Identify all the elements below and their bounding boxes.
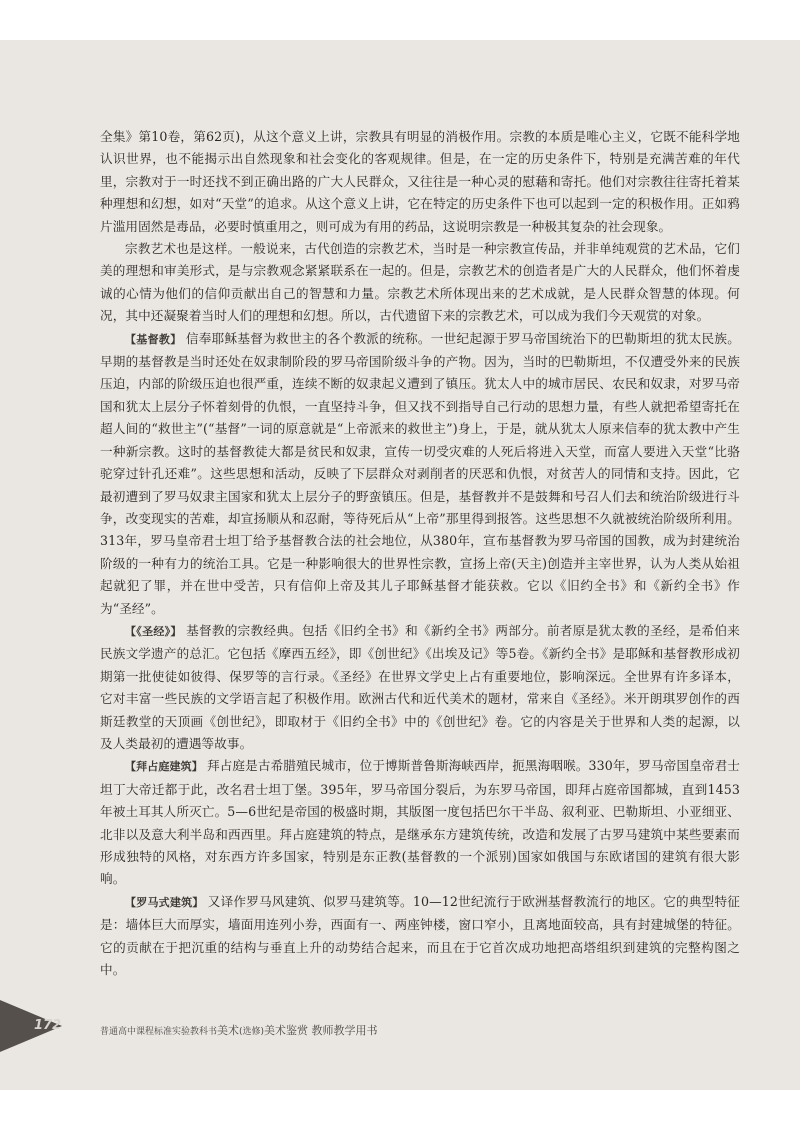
paragraph-1-text: 全集》第10卷，第62页)，从这个意义上讲，宗教具有明显的消极作用。宗教的本质是唯心主义，它既不能科学地认识世界，也不能揭示出自然现象和社会变化的客观规律。但是，在一定的历史条件下，特别是充满苦难的年代里，宗教对于一时还找不到正确出路的广大人民群众，又往往是一种心灵的慰藉和寄托。他们对宗教往往寄托着某种理想和幻想，如对“天堂”的追求。从这个意义上讲，它在特定的历史条件下也可以起到一定的积极作用。正如鸦片滥用固然是毒品，必要时慎重用之，则可成为有用的药品，这说明宗教是一种极其复杂的社会现象。 — [100, 129, 740, 234]
entry-romanesque — [100, 891, 740, 982]
footer-book: 美术鉴赏 教师教学用书 — [264, 1024, 378, 1037]
entry-bible — [100, 620, 740, 755]
body-text — [100, 126, 740, 981]
term-bible: 【《圣经》】 — [125, 624, 182, 638]
paragraph-2-text: 宗教艺术也是这样。一般说来，古代创造的宗教艺术，当时是一种宗教宣传品，并非单纯观赏的艺术品，它们美的理想和审美形式，是与宗教观念紧紧联系在一起的。但是，宗教艺术的创造者是广大的人民群众，他们怀着虔诚的心情为他们的信仰贡献出自己的智慧和力量。宗教艺术所体现出来的艺术成就，是人民群众智慧的体现。何况，其中还凝聚着当时人们的理想和幻想。所以，古代遗留下来的宗教艺术，可以成为我们今天观赏的对象。 — [100, 241, 740, 324]
term-romanesque: 【罗马式建筑】 — [125, 895, 204, 909]
term-christianity: 【基督教】 — [125, 332, 182, 346]
page-number: 172 — [34, 1018, 62, 1033]
footer-series: 普通高中课程标准实验教科书 — [100, 1027, 218, 1037]
entry-christianity — [100, 328, 740, 620]
paragraph-2 — [100, 238, 740, 328]
entry-byzantine-text: 拜占庭是古希腊殖民城市，位于博斯普鲁斯海峡西岸，扼黑海咽喉。330年，罗马帝国皇帝君士坦丁大帝迁都于此，改名君士坦丁堡。395年，罗马帝国分裂后，为东罗马帝国，即拜占庭帝国都城，直到1453年被土耳其人所灭亡。5—6世纪是帝国的极盛时期，其版图一度包括巴尔干半岛、叙利亚、巴勒斯坦、小亚细亚、北非以及意大利半岛和西西里。拜占庭建筑的特点，是继承东方建筑传统，改造和发展了古罗马建筑中某些要素而形成独特的风格，对东西方许多国家，特别是东正教(基督教的一个派别)国家如俄国与东欧诸国的建筑有很大影响。 — [100, 758, 740, 887]
paragraph-1 — [100, 126, 740, 238]
entry-christianity-text: 信奉耶稣基督为救世主的各个教派的统称。一世纪起源于罗马帝国统治下的巴勒斯坦的犹太民族。早期的基督教是当时还处在奴隶制阶段的罗马帝国阶级斗争的产物。因为，当时的巴勒斯坦，不仅遭受外来的民族压迫，内部的阶级压迫也很严重，连续不断的奴隶起义遭到了镇压。犹太人中的城市居民、农民和奴隶，对罗马帝国和犹太上层分子怀着刻骨的仇恨，一直坚持斗争，但又找不到指导自己行动的思想力量，有些人就把希望寄托在超人间的“救世主”(“基督”一词的原意就是“上帝派来的救世主”)身上，于是，就从犹太人原来信奉的犹太教中产生一种新宗教。这时的基督教徒大都是贫民和奴隶，宣传一切受灾难的人死后将进入天堂，而富人要进入天堂“比骆驼穿过针孔还难”。这些思想和活动，反映了下层群众对剥削者的厌恶和仇恨，对贫苦人的同情和支持。因此，它最初遭到了罗马奴隶主国家和犹太上层分子的野蛮镇压。但是，基督教并不是鼓舞和号召人们去和统治阶级进行斗争，改变现实的苦难，却宣扬顺从和忍耐，等待死后从“上帝”那里得到报答。这些思想不久就被统治阶级所利用。313年，罗马皇帝君士坦丁给予基督教合法的社会地位，从380年，宣布基督教为罗马帝国的国教，成为封建统治阶级的一种有力的统治工具。它是一种影响很大的世界性宗教，宣扬上帝(天主)创造并主宰世界，认为人类从始祖起就犯了罪，并在世中受苦，只有信仰上帝及其儿子耶稣基督才能获救。它以《旧约全书》和《新约全书》作为“圣经”。 — [100, 330, 740, 616]
entry-bible-text: 基督教的宗教经典。包括《旧约全书》和《新约全书》两部分。前者原是犹太教的圣经，是希伯来民族文学遗产的总汇。它包括《摩西五经》，即《创世纪》《出埃及记》等5卷。《新约全书》是耶稣和基督教形成初期第一批使徒如彼得、保罗等的言行录。《圣经》在世界文学史上占有重要地位，影响深远。全世界有许多译本，它对丰富一些民族的文学语言起了积极作用。欧洲古代和近代美术的题材，常来自《圣经》。米开朗琪罗创作的西斯廷教堂的天顶画《创世纪》，即取材于《旧约全书》中的《创世纪》卷。它的内容是关于世界和人类的起源，以及人类最初的遭遇等故事。 — [100, 622, 740, 751]
footer-edition: (选修) — [239, 1027, 265, 1037]
entry-byzantine — [100, 755, 740, 890]
book-page — [0, 40, 800, 1090]
running-footer — [100, 1022, 378, 1038]
entry-romanesque-text: 又译作罗马风建筑、似罗马建筑等。10—12世纪流行于欧洲基督教流行的地区。它的典型特征是：墙体巨大而厚实，墙面用连列小券，西面有一、两座钟楼，窗口窄小，且离地面较高，具有封建城堡的特征。它的贡献在于把沉重的结构与垂直上升的动势结合起来，而且在于它首次成功地把高塔组织到建筑的完整构图之中。 — [100, 893, 740, 978]
footer-subject: 美术 — [217, 1024, 240, 1037]
term-byzantine: 【拜占庭建筑】 — [125, 760, 203, 774]
